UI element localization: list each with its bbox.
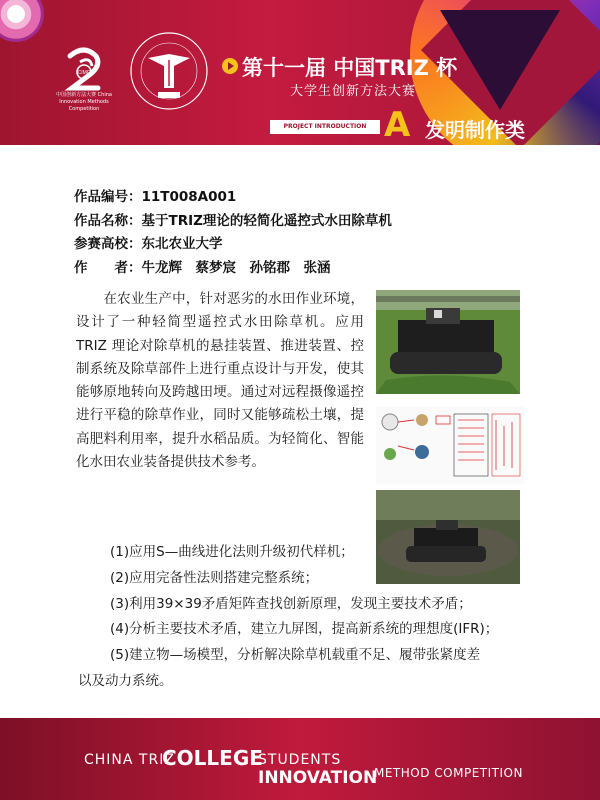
footer-college: COLLEGE [162, 746, 263, 770]
competition-emblem-icon [128, 30, 210, 112]
school-label: 参赛高校： [74, 236, 142, 252]
footer-banner [0, 718, 600, 800]
footer-students: STUDENTS [258, 752, 342, 768]
step-item-5-continued: 以及动力系统。 [78, 672, 173, 689]
weeder-robot-photo [376, 290, 520, 394]
category-letter: A [384, 105, 411, 145]
info-row-name [74, 210, 574, 234]
control-system-diagram [376, 406, 524, 484]
decorative-triangle [440, 10, 560, 110]
name-label: 作品名称： [74, 212, 142, 229]
step-item-3: (3)利用39×39矛盾矩阵查找创新原理，发现主要技术矛盾； [110, 595, 472, 612]
info-row-authors [74, 257, 574, 281]
step-item-2: (2)应用完备性法则搭建完整系统； [110, 569, 319, 586]
contest-subtitle: 大学生创新方法大赛 [290, 84, 417, 99]
authors-label: 作 者： [74, 259, 142, 276]
name-value: 基于TRIZ理论的轻简化遥控式水田除草机 [141, 212, 392, 229]
step-item-1: (1)应用S—曲线进化法则升级初代样机； [110, 544, 354, 560]
info-row-number [74, 186, 574, 210]
project-info [74, 186, 574, 280]
cimc-logo-caption: 中国创新方法大赛 China Innovation Methods Competition [56, 92, 112, 112]
decorative-ring-icon [0, 0, 44, 42]
footer-china-triz: CHINA TRIZ [84, 752, 175, 768]
footer-method-competition: METHOD COMPETITION [374, 766, 523, 780]
number-label: 作品编号： [74, 189, 142, 205]
contest-title: 第十一届 中国TRIZ 杯 [242, 56, 458, 80]
footer-innovation: INNOVATION [258, 768, 378, 788]
project-description: 在农业生产中，针对恶劣的水田作业环境，设计了一种轻简型遥控式水田除草机。应用 TRIZ 理论对除草机的悬挂装置、推进装置、控制系统及除草部件上进行重点设计与开发，使其能够原地转向及跨越田埂。通过对远程摄像遥控进行平稳的除草作业，同时又能够疏松土壤，提高肥料利用率，提升水稻品质。为轻简化、智能化水田农业装备提供技术参考。 [76, 291, 364, 471]
number-value: 11T008A001 [141, 189, 237, 205]
cimc-logo-mark: CIMC [77, 70, 91, 76]
innovation-steps [78, 540, 550, 695]
school-value: 东北农业大学 [141, 236, 223, 252]
project-introduction-tag: PROJECT INTRODUCTION [270, 120, 380, 134]
step-item-4: (4)分析主要技术矛盾，建立九屏图，提高新系统的理想度(IFR)； [110, 621, 499, 638]
header-banner [0, 0, 600, 145]
info-row-school [74, 233, 574, 257]
play-icon [222, 58, 238, 74]
step-item-5: (5)建立物—场模型，分析解决除草机载重不足、履带张紧度差 [110, 647, 481, 664]
authors-value: 牛龙辉 蔡梦宸 孙铭郡 张涵 [141, 259, 331, 276]
category-name: 发明制作类 [425, 118, 525, 142]
